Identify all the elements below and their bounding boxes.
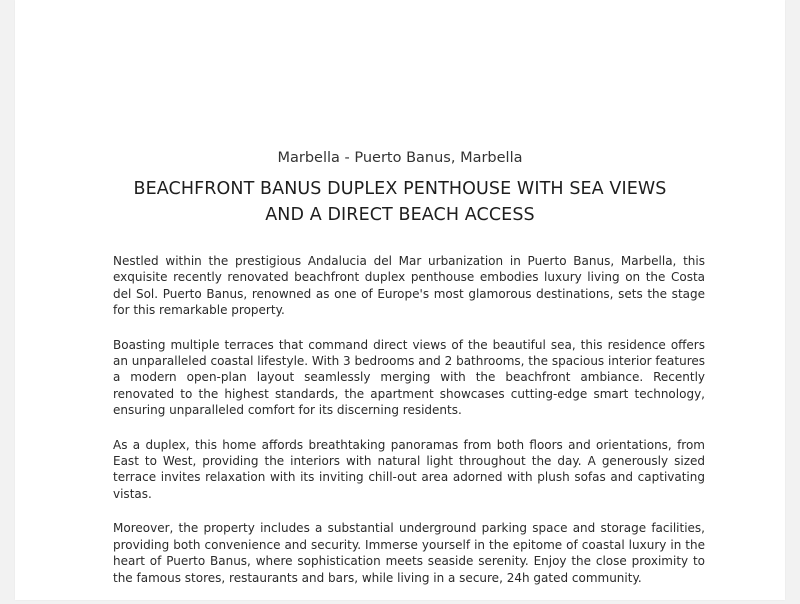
property-description [113,253,705,604]
description-paragraph-3: As a duplex, this home affords breathtaking panoramas from both floors and orientations, from East to West, providing the interiors with natural light throughout the day. A generously sized terrace invites relaxation with its inviting chill-out area adorned with plush sofas and captivating vistas. [113,437,705,501]
property-title [15,176,785,228]
property-location: Marbella - Puerto Banus, Marbella [277,150,523,166]
description-paragraph-4: Moreover, the property includes a substantial underground parking space and storage facilities, providing both convenience and security. Immerse yourself in the epitome of coastal luxury in the heart of Puerto Banus, where sophistication meets seaside serenity. Enjoy the close proximity to the famous stores, restaurants and bars, while living in a secure, 24h gated community. [113,521,705,585]
document-header [15,148,785,228]
description-paragraph-2: Boasting multiple terraces that command direct views of the beautiful sea, this residence offers an unparalleled coastal lifestyle. With 3 bedrooms and 2 bathrooms, the spacious interior features a modern open-plan layout seamlessly merging with the beachfront ambiance. Recently renovated to the highest standards, the apartment showcases cutting-edge smart technology, ensuring unparalleled comfort for its discerning residents. [113,337,705,418]
property-title-line-2: AND A DIRECT BEACH ACCESS [265,205,535,225]
property-title-line-1: BEACHFRONT BANUS DUPLEX PENTHOUSE WITH SEA VIEWS [133,179,667,199]
description-paragraph-1: Nestled within the prestigious Andalucia del Mar urbanization in Puerto Banus, Marbella, this exquisite recently renovated beachfront duplex penthouse embodies luxury living on the Costa del Sol. Puerto Banus, renowned as one of Europe's most glamorous destinations, sets the stage for this remarkable property. [113,254,705,318]
document-page [15,0,785,600]
